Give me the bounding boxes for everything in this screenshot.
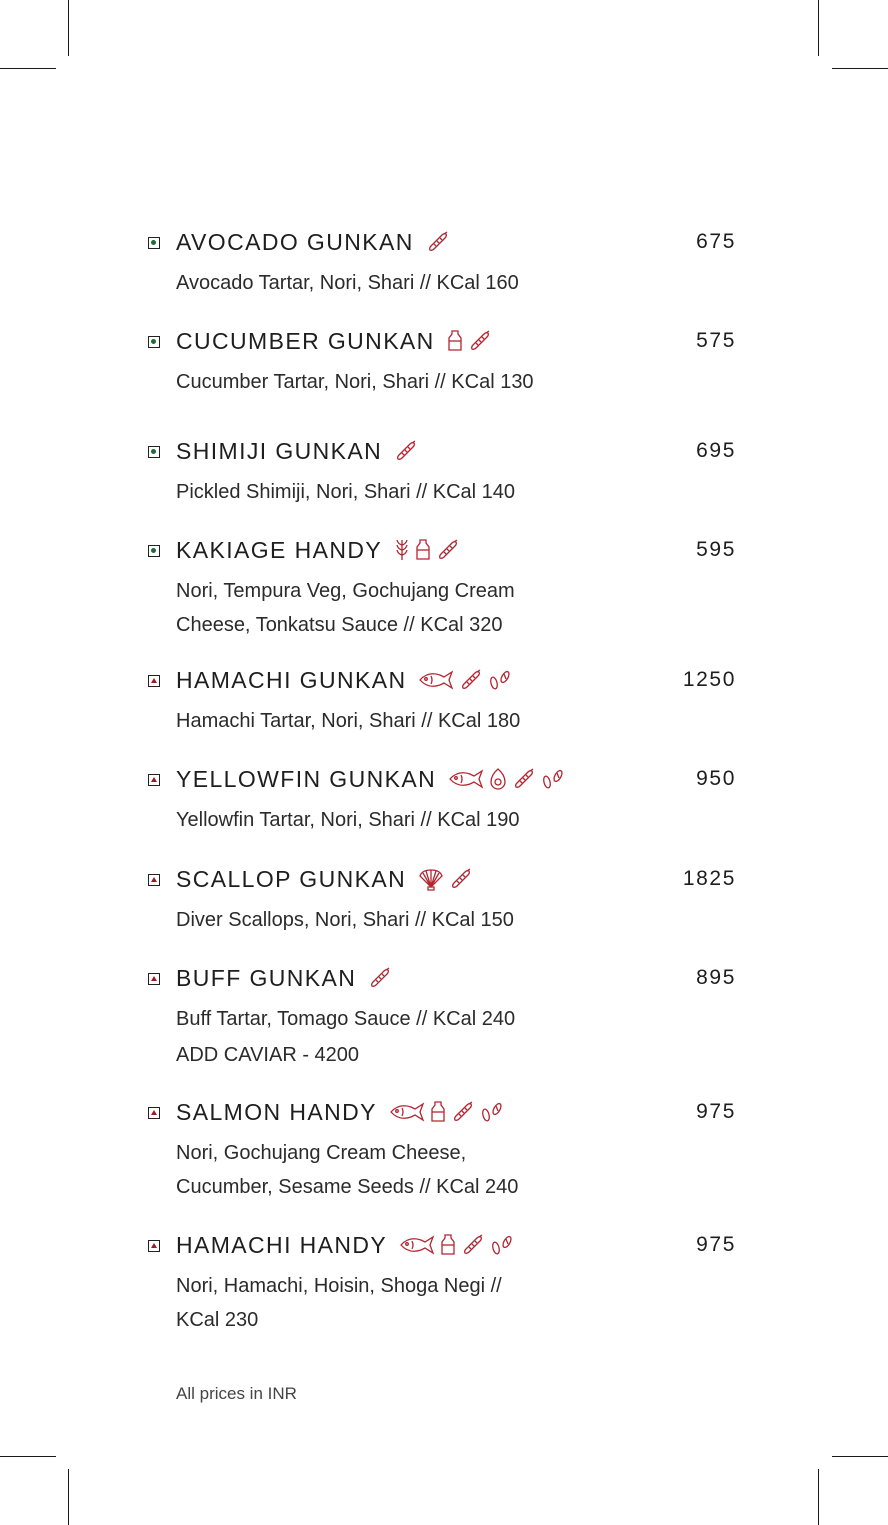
gluten-icon	[459, 668, 483, 692]
item-description	[176, 1269, 596, 1337]
allergen-icons	[447, 329, 492, 353]
description-line: Pickled Shimiji, Nori, Shari // KCal 140	[176, 481, 516, 503]
allergen-icons	[389, 1100, 504, 1124]
item-description	[176, 574, 596, 642]
sesame-icon	[488, 668, 512, 692]
allergen-icons	[394, 439, 418, 463]
description-line: Buff Tartar, Tomago Sauce // KCal 240	[176, 1008, 516, 1030]
item-name-text: CUCUMBER GUNKAN	[176, 328, 435, 354]
allergen-icons	[448, 767, 565, 791]
gluten-icon	[394, 439, 418, 463]
item-name	[176, 964, 392, 992]
item-description	[176, 803, 596, 837]
add-on-note: ADD CAVIAR - 4200	[176, 1044, 360, 1066]
item-description	[176, 1002, 596, 1074]
nonveg-marker-icon	[148, 1240, 160, 1252]
item-price: 1250	[682, 668, 736, 691]
sesame-icon	[480, 1100, 504, 1124]
nonveg-marker-icon	[148, 675, 160, 687]
description-line: Yellowfin Tartar, Nori, Shari // KCal 190	[176, 809, 520, 831]
description-line: Diver Scallops, Nori, Shari // KCal 150	[176, 909, 514, 931]
item-name-text: YELLOWFIN GUNKAN	[176, 766, 437, 792]
item-price: 1825	[682, 867, 736, 890]
item-description	[176, 365, 596, 399]
item-price: 575	[696, 329, 736, 352]
item-name	[176, 666, 512, 694]
description-line: Cucumber Tartar, Nori, Shari // KCal 130	[176, 371, 534, 393]
allergen-icons	[426, 230, 450, 254]
item-price: 950	[696, 767, 736, 790]
item-price: 975	[696, 1100, 736, 1123]
fish-icon	[399, 1234, 435, 1256]
item-price: 595	[696, 538, 736, 561]
item-description	[176, 903, 596, 937]
item-name-text: SCALLOP GUNKAN	[176, 866, 407, 892]
dairy-icon	[430, 1100, 446, 1124]
item-name-text: BUFF GUNKAN	[176, 965, 357, 991]
gluten-icon	[461, 1233, 485, 1257]
description-line: Cheese, Tonkatsu Sauce // KCal 320	[176, 614, 503, 636]
gluten-icon	[449, 867, 473, 891]
item-name	[176, 228, 450, 256]
veg-marker-icon	[148, 545, 160, 557]
item-price: 695	[696, 439, 736, 462]
dairy-icon	[447, 329, 463, 353]
allergen-icons	[418, 668, 512, 692]
description-line: Nori, Hamachi, Hoisin, Shoga Negi //	[176, 1275, 502, 1297]
item-price: 975	[696, 1233, 736, 1256]
dairy-icon	[415, 538, 431, 562]
sesame-icon	[490, 1233, 514, 1257]
nonveg-marker-icon	[148, 874, 160, 886]
veg-marker-icon	[148, 237, 160, 249]
item-name-text: KAKIAGE HANDY	[176, 537, 383, 563]
gluten-icon	[468, 329, 492, 353]
item-description	[176, 1136, 596, 1204]
item-name-text: SALMON HANDY	[176, 1099, 377, 1125]
fish-icon	[418, 669, 454, 691]
gluten-icon	[451, 1100, 475, 1124]
item-name	[176, 536, 460, 564]
item-name	[176, 437, 418, 465]
nonveg-marker-icon	[148, 973, 160, 985]
item-name-text: SHIMIJI GUNKAN	[176, 438, 383, 464]
description-line: Nori, Tempura Veg, Gochujang Cream	[176, 580, 515, 602]
item-name	[176, 1098, 504, 1126]
gluten-icon	[368, 966, 392, 990]
nonveg-marker-icon	[148, 774, 160, 786]
sesame-icon	[541, 767, 565, 791]
gluten-icon	[426, 230, 450, 254]
description-line: Hamachi Tartar, Nori, Shari // KCal 180	[176, 710, 521, 732]
nonveg-marker-icon	[148, 1107, 160, 1119]
fish-icon	[389, 1101, 425, 1123]
gluten-icon	[512, 767, 536, 791]
allergen-icons	[399, 1233, 514, 1257]
item-name	[176, 1231, 514, 1259]
allergen-icons	[394, 538, 460, 562]
description-line: Cucumber, Sesame Seeds // KCal 240	[176, 1176, 519, 1198]
shellfish-icon	[418, 867, 444, 891]
item-name-text: HAMACHI GUNKAN	[176, 667, 407, 693]
veg-marker-icon	[148, 446, 160, 458]
item-name-text: HAMACHI HANDY	[176, 1232, 388, 1258]
wheat-icon	[394, 538, 410, 562]
veg-marker-icon	[148, 336, 160, 348]
description-line: Avocado Tartar, Nori, Shari // KCal 160	[176, 272, 519, 294]
item-description	[176, 266, 596, 300]
item-description	[176, 475, 596, 509]
dairy-icon	[440, 1233, 456, 1257]
price-footnote: All prices in INR	[176, 1384, 297, 1403]
egg-icon	[489, 767, 507, 791]
item-name	[176, 765, 565, 793]
allergen-icons	[368, 966, 392, 990]
item-name	[176, 865, 473, 893]
gluten-icon	[436, 538, 460, 562]
item-name-text: AVOCADO GUNKAN	[176, 229, 414, 255]
item-description	[176, 704, 596, 738]
item-price: 675	[696, 230, 736, 253]
description-line: KCal 230	[176, 1309, 259, 1331]
item-price: 895	[696, 966, 736, 989]
description-line: Nori, Gochujang Cream Cheese,	[176, 1142, 467, 1164]
allergen-icons	[418, 867, 473, 891]
fish-icon	[448, 768, 484, 790]
item-name	[176, 327, 492, 355]
